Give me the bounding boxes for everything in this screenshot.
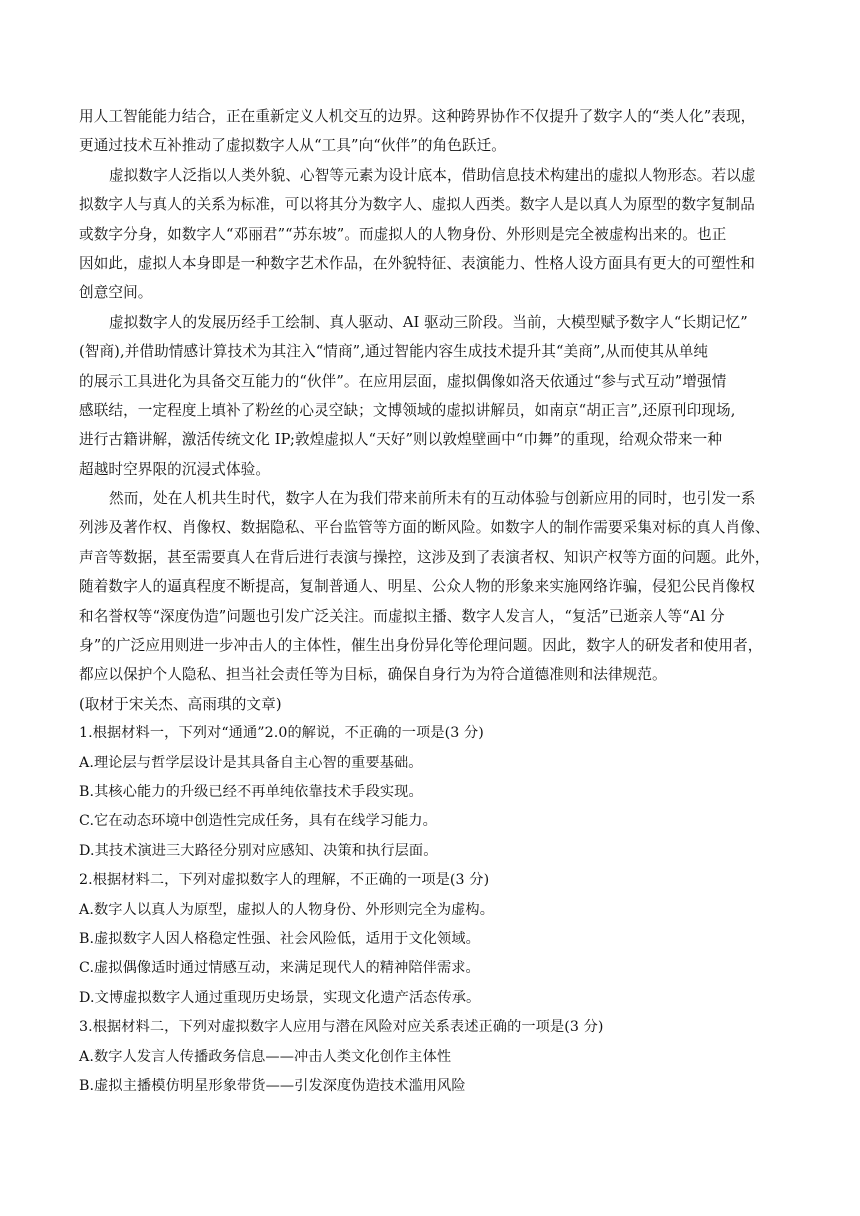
text-line: 更通过技术互补推动了虚拟数字人从“工具”向“伙伴”的角色跃迁。	[79, 137, 506, 155]
text-line: 感联结，一定程度上填补了粉丝的心灵空缺；文博领域的虚拟讲解员，如南京“胡正言”,还原刊印现场,	[79, 401, 736, 419]
question-1-option-b: B.其核心能力的升级已经不再单纯依靠技术手段实现。	[79, 783, 423, 800]
paragraph-start-line: 虚拟数字人泛指以人类外貌、心智等元素为设计底本，借助信息技术构建出的虚拟人物形态。若以虚	[109, 166, 756, 184]
text-line: 用人工智能能力结合，正在重新定义人机交互的边界。这种跨界协作不仅提升了数字人的“类人化”表现，	[79, 108, 756, 125]
text-line: 和名誉权等“深度伪造”问题也引发广泛关注。而虚拟主播、数字人发言人，“复活”已逝亲人等“Al 分	[79, 607, 725, 625]
text-line: 超越时空界限的沉浸式体验。	[79, 460, 271, 478]
paragraph-start-line: 然而，处在人机共生时代，数字人在为我们带来前所未有的互动体验与创新应用的同时，也引发一系	[109, 490, 756, 508]
question-1-option-a: A.理论层与哲学层设计是其具备自主心智的重要基础。	[79, 754, 423, 771]
question-1-option-d: D.其技术演进三大路径分别对应感知、决策和执行层面。	[79, 842, 438, 859]
text-line: 创意空间。	[79, 284, 153, 302]
question-2-option-b: B.虚拟数字人因人格稳定性强、社会风险低，适用于文化领域。	[79, 930, 480, 947]
text-line: 随着数字人的逼真程度不断提高，复制普通人、明星、公众人物的形象来实施网络诈骗，侵犯公民肖像权	[79, 578, 755, 596]
question-1-option-c: C.它在动态环境中创造性完成任务，具有在线学习能力。	[79, 813, 437, 830]
question-3: 3.根据材料二，下列对虚拟数字人应用与潜在风险对应关系表述正确的一项是(3 分)	[79, 1019, 604, 1036]
text-line: (智商),并借助情感计算技术为其注入“情商”,通过智能内容生成技术提升其“美商”,从而使其从单纯	[79, 343, 709, 361]
text-line: 都应以保护个人隐私、担当社会责任等为目标，确保自身行为为符合道德准则和法律规范。	[79, 666, 667, 684]
question-3-option-a: A.数字人发言人传播政务信息——冲击人类文化创作主体性	[79, 1048, 452, 1065]
text-line: 或数字分身，如数字人“邓丽君”“苏东坡”。而虚拟人的人物身份、外形则是完全被虚构出来的。也正	[79, 225, 727, 243]
text-line: 的展示工具进化为具备交互能力的“伙伴”。在应用层面，虚拟偶像如洛天依通过“参与式互动”增强情	[79, 372, 727, 390]
source-citation: (取材于宋关杰、高雨琪的文章)	[79, 695, 282, 713]
question-2-option-a: A.数字人以真人为原型，虚拟人的人物身份、外形则完全为虚构。	[79, 901, 495, 918]
text-line: 因如此，虚拟人本身即是一种数字艺术作品，在外貌特征、表演能力、性格人设方面具有更大的可塑性和	[79, 254, 755, 272]
paragraph-start-line: 虚拟数字人的发展历经手工绘制、真人驱动、AI 驱动三阶段。当前，大模型赋予数字人“长期记忆”	[109, 313, 748, 331]
text-line: 进行古籍讲解，激活传统文化 IP;敦煌虚拟人“天好”则以敦煌壁画中“巾舞”的重现，给观众带来一种	[79, 431, 723, 449]
document-body	[79, 102, 789, 1101]
text-line: 身”的广泛应用则进一步冲击人的主体性，催生出身份异化等伦理问题。因此，数字人的研发者和使用者，	[79, 637, 763, 655]
question-1: 1.根据材料一，下列对“通通”2.0的解说，不正确的一项是(3 分)	[79, 725, 484, 742]
question-3-option-b: B.虚拟主播模仿明星形象带货——引发深度伪造技术滥用风险	[79, 1077, 466, 1094]
question-2-option-c: C.虚拟偶像适时通过情感互动，来满足现代人的精神陪伴需求。	[79, 960, 480, 977]
text-line: 列涉及著作权、肖像权、数据隐私、平台监管等方面的断风险。如数字人的制作需要采集对标的真人肖像、	[79, 519, 770, 537]
question-2: 2.根据材料二，下列对虚拟数字人的理解，不正确的一项是(3 分)	[79, 872, 490, 889]
text-line: 拟数字人与真人的关系为标准，可以将其分为数字人、虚拟人西类。数字人是以真人为原型的数字复制品	[79, 196, 755, 214]
text-line: 声音等数据，甚至需要真人在背后进行表演与操控，这涉及到了表演者权、知识产权等方面的问题。此外，	[79, 548, 770, 566]
question-2-option-d: D.文博虚拟数字人通过重现历史场景，实现文化遗产活态传承。	[79, 989, 481, 1006]
